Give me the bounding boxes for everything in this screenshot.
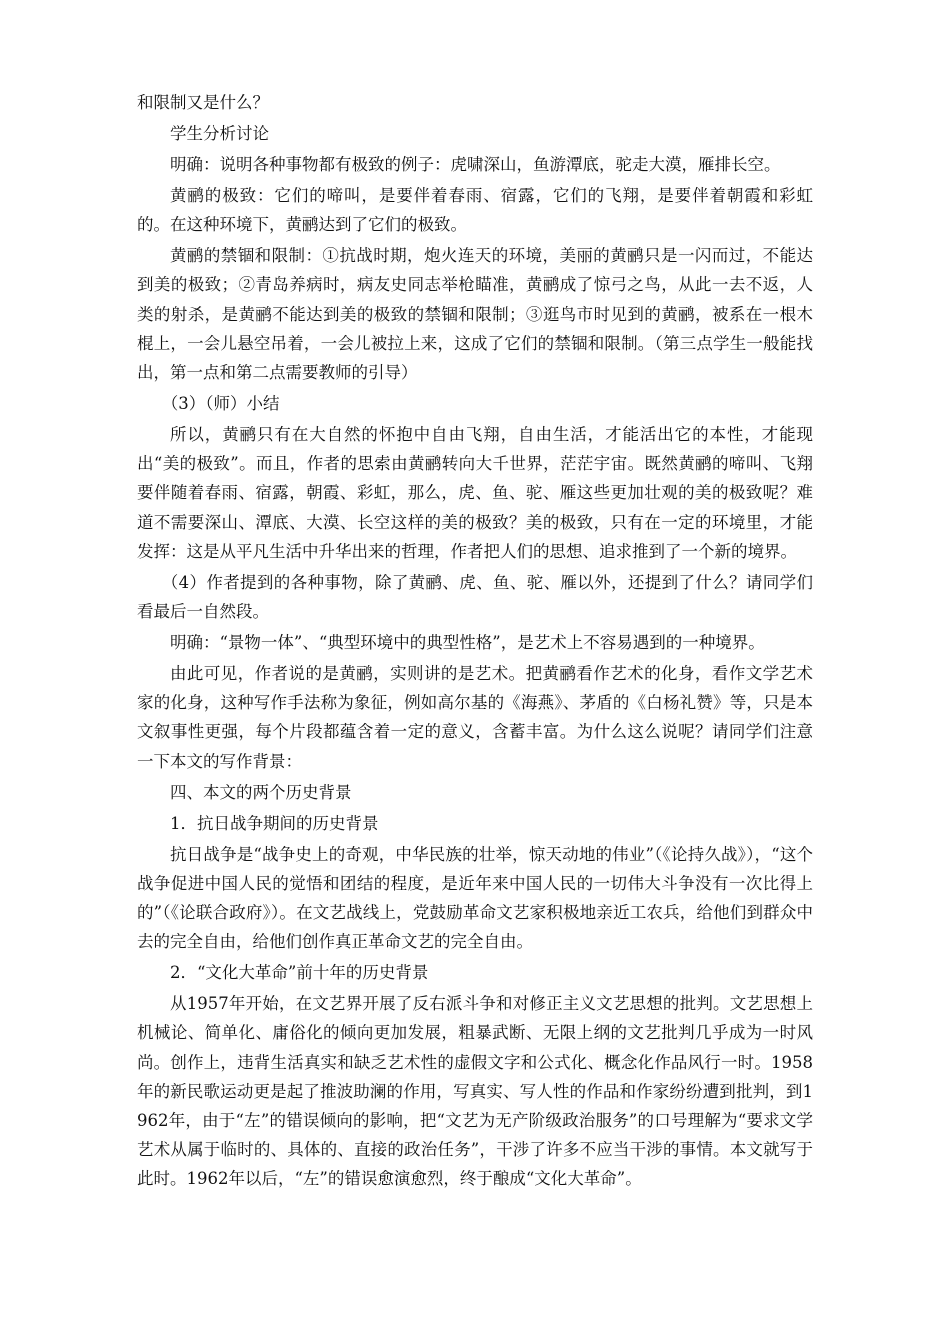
section-heading-summary: （3）（师）小结: [161, 394, 280, 414]
paragraph-summary: 所以，黄鹂只有在大自然的怀抱中自由飞翔，自由生活，才能活出它的本性，才能现出“美的极致”。而且，作者的思索由黄鹂转向大千世界，茫茫宇宙。既然黄鹂的啼叫、飞翔要伴随着春雨、宿露，朝霞、彩虹，那么，虎、鱼、驼、雁这些更加壮观的美的极致呢？难道不需要深山、潭底、大漠、长空这样的美的极致？美的极致，只有在一定的环境里，才能发挥：这是从平凡生活中升华出来的哲理，作者把人们的思想、追求推到了一个新的境界。: [137, 425, 813, 561]
paragraph-student-discussion: 学生分析讨论: [170, 124, 269, 143]
paragraph-oriole-restrictions: 黄鹂的禁锢和限制：①抗战时期，炮火连天的环境，美丽的黄鹂只是一闪而过，不能达到美的极致；②青岛养病时，病友史同志举枪瞄准，黄鹂成了惊弓之鸟，从此一去不返，人类的射杀，是黄鹂不能达到美的极致的禁锢和限制；③逛鸟市时见到的黄鹂，被系在一根木棍上，一会儿悬空吊着，一会儿被拉上来，这成了它们的禁锢和限制。（第三点学生一般能找出，第一点和第二点需要教师的引导）: [137, 246, 813, 383]
subheading-war-background: 1．抗日战争期间的历史背景: [170, 813, 379, 833]
document-body: [137, 88, 813, 1195]
paragraph-question-continuation: 和限制又是什么？: [137, 93, 269, 112]
section-heading-history: 四、本文的两个历史背景: [170, 782, 352, 802]
paragraph-question-4: （4）作者提到的各种事物，除了黄鹂、虎、鱼、驼、雁以外，还提到了什么？请同学们看最后一自然段。: [137, 572, 813, 622]
paragraph-war-background: 抗日战争是“战争史上的奇观，中华民族的壮举，惊天动地的伟业”（《论持久战》），“这个战争促进中国人民的觉悟和团结的程度，是近年来中国人民的一切伟大斗争没有一次比得上的”（《论联合政府》）。在文艺战线上，党鼓励革命文艺家积极地亲近工农兵，给他们到群众中去的完全自由，给他们创作真正革命文艺的完全自由。: [137, 844, 813, 952]
paragraph-clarify-art: 明确：“景物一体”、“典型环境中的典型性格”，是艺术上不容易遇到的一种境界。: [170, 633, 765, 653]
paragraph-symbolism: 由此可见，作者说的是黄鹂，实则讲的是艺术。把黄鹂看作艺术的化身，看作文学艺术家的化身，这种写作手法称为象征，例如高尔基的《海燕》、茅盾的《白杨礼赞》等，只是本文叙事性更强，每个片段都蕴含着一定的意义，含蓄丰富。为什么这么说呢？请同学们注意一下本文的写作背景：: [137, 664, 813, 771]
paragraph-cultural-revolution: 从1957年开始，在文艺界开展了反右派斗争和对修正主义文艺思想的批判。文艺思想上机械论、简单化、庸俗化的倾向更加发展，粗暴武断、无限上纲的文艺批判几乎成为一时风尚。创作上，违背生活真实和缺乏艺术性的虚假文字和公式化、概念化作品风行一时。1958年的新民歌运动更是起了推波助澜的作用，写真实、写人性的作品和作家纷纷遭到批判，到1962年，由于“左”的错误倾向的影响，把“文艺为无产阶级政治服务”的口号理解为“要求文学艺术从属于临时的、具体的、直接的政治任务”，干涉了许多不应当干涉的事情。本文就写于此时。1962年以后，“左”的错误愈演愈烈，终于酿成“文化大革命”。: [137, 994, 813, 1189]
subheading-cultural-revolution: 2．“文化大革命”前十年的历史背景: [170, 963, 429, 983]
paragraph-oriole-extreme: 黄鹂的极致：它们的啼叫，是要伴着春雨、宿露，它们的飞翔，是要伴着朝霞和彩虹的。在这种环境下，黄鹂达到了它们的极致。: [137, 186, 813, 235]
paragraph-clarify-examples: 明确：说明各种事物都有极致的例子：虎啸深山，鱼游潭底，驼走大漠，雁排长空。: [170, 155, 781, 174]
